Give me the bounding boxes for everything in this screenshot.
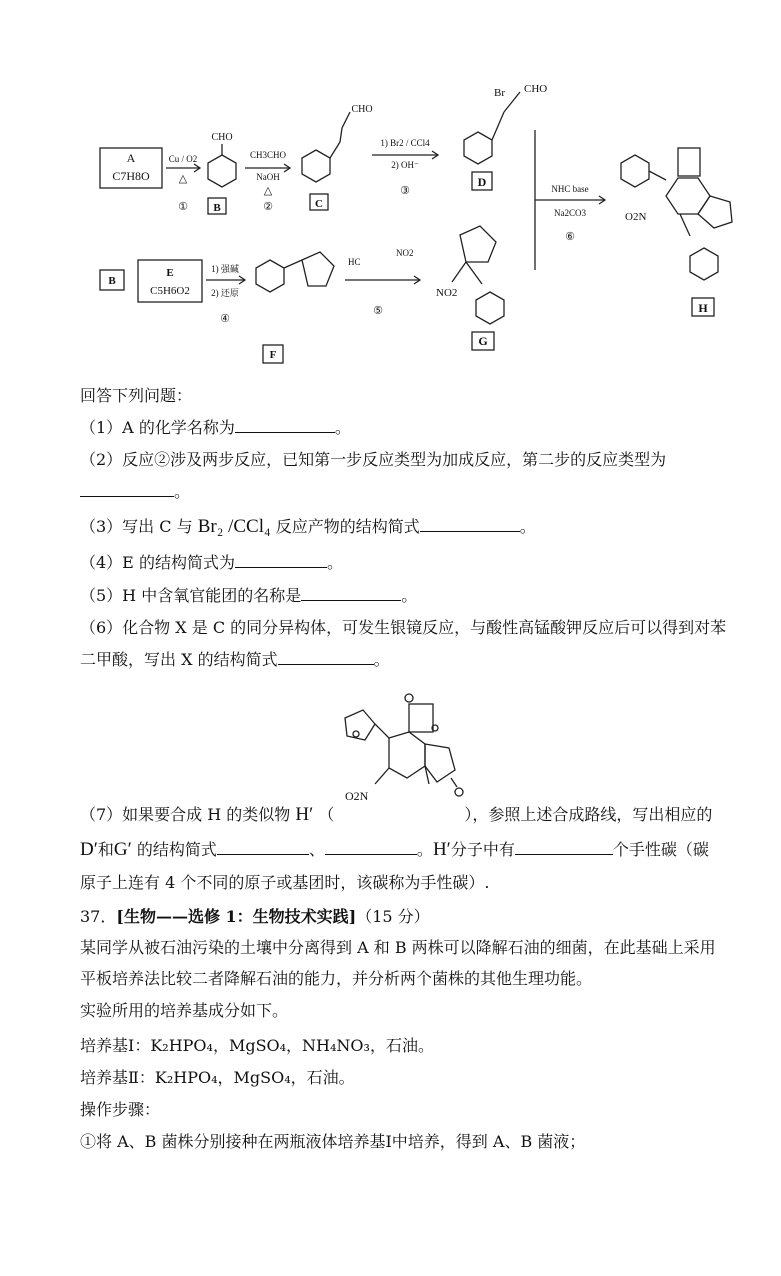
question-1-text: （1）A 的化学名称为: [80, 418, 235, 437]
question-7-line1: [80, 804, 712, 826]
answer-blank: [420, 517, 520, 532]
section-37-p1-line2: 平板培养法比较二者降解石油的能力，并分析两个菌株的其他生理功能。: [80, 969, 593, 988]
step2-reagent-top: CH3CHO: [249, 150, 287, 160]
compound-c-label: C: [315, 198, 323, 210]
answer-blank: [301, 586, 401, 601]
section-37-title: [生物——选修 1：生物技术实践]: [116, 907, 357, 926]
compound-f-label: F: [269, 349, 277, 361]
question-3-formula: Br₂ /CCl₄: [197, 516, 271, 537]
compound-h-no2: O2N: [625, 211, 647, 223]
step1-reagent-top: Cu / O2: [168, 154, 198, 164]
step1-reagent-bottom: △: [178, 173, 188, 185]
section-37-steps-label: 操作步骤：: [80, 1100, 161, 1119]
question-7-dprime: D′: [80, 839, 98, 860]
step3-reagent-top: 1) Br2 / CCl4: [380, 138, 430, 148]
question-2-end: 。: [174, 482, 191, 501]
question-7-text: （7）如果要合成 H 的类似物: [80, 805, 291, 824]
question-7-e: 个手性碳（碳: [612, 840, 709, 859]
step3-number: ③: [400, 185, 410, 197]
section-37-medium-1: 培养基Ⅰ：K₂HPO₄，MgSO₄，NH₄NO₃，石油。: [80, 1036, 434, 1055]
compound-d-cho: CHO: [524, 83, 548, 95]
question-7-gprime: G′: [113, 839, 132, 860]
question-2-line1: （2）反应②涉及两步反应，已知第一步反应类型为加成反应，第二步的反应类型为: [80, 450, 667, 469]
nitro-reagent-hc: HC: [348, 257, 361, 267]
step1-number: ①: [178, 201, 188, 213]
question-4: [80, 552, 343, 574]
compound-d-label: D: [477, 175, 487, 189]
question-5: [80, 585, 417, 607]
question-6-line1: （6）化合物 X 是 C 的同分异构体，可发生银镜反应，与酸性高锰酸钾反应后可以得到对苯: [80, 618, 727, 637]
question-7-hprime2: H′: [432, 839, 451, 860]
answer-blank: [325, 840, 417, 855]
h-prime-structure: [325, 688, 485, 818]
intro-line: 回答下列问题：: [80, 386, 193, 405]
compound-b2-label: B: [108, 275, 116, 287]
section-37-medium-2: 培养基Ⅱ：K₂HPO₄，MgSO₄，石油。: [80, 1068, 355, 1087]
step6-number: ⑥: [565, 231, 575, 243]
step5-number: ⑤: [373, 305, 383, 317]
answer-blank: [217, 840, 309, 855]
synthesis-scheme: [80, 60, 760, 380]
question-7-paren-close: ），参照上述合成路线，写出相应的: [464, 805, 713, 824]
question-4-text: （4）E 的结构简式为: [80, 553, 235, 572]
answer-blank: [515, 840, 613, 855]
compound-b-label: B: [213, 202, 221, 214]
question-5-end: 。: [401, 586, 418, 605]
compound-g-no2: NO2: [436, 287, 458, 299]
question-4-end: 。: [326, 553, 343, 572]
question-6-text: 二甲酸，写出 X 的结构简式: [80, 650, 278, 669]
section-37-p1-line1: 某同学从被石油污染的土壤中分离得到 A 和 B 两株可以降解石油的细菌，在此基础上采用: [80, 938, 716, 957]
step2-reagent-mid: NaOH: [256, 172, 280, 182]
step2-number: ②: [263, 201, 273, 213]
step4-reagent-bottom: 2) 还原: [211, 288, 239, 298]
compound-a-formula: C7H8O: [112, 169, 150, 183]
answer-blank: [278, 650, 374, 665]
answer-blank: [80, 482, 174, 497]
question-3-text-b: 反应产物的结构简式: [275, 517, 420, 536]
h-prime-no2: O2N: [345, 789, 369, 803]
question-7-hprime: H′: [295, 804, 314, 825]
compound-e-label: E: [166, 267, 174, 279]
section-37-step-1: ①将 A、B 菌株分别接种在两瓶液体培养基Ⅰ中培养，得到 A、B 菌液；: [80, 1132, 586, 1151]
compound-d-br: Br: [494, 87, 505, 99]
question-6-line2: [80, 649, 390, 671]
compound-c-cho: CHO: [351, 104, 373, 115]
question-7-text-b: 的结构简式: [136, 840, 217, 859]
nitro-reagent-no2: NO2: [396, 248, 414, 258]
question-5-text: （5）H 中含氧官能团的名称是: [80, 586, 302, 605]
compound-f-structure: [256, 252, 334, 292]
question-1: [80, 417, 351, 439]
step6-reagent-top: NHC base: [551, 184, 589, 194]
section-37-p2: 实验所用的培养基成分如下。: [80, 1001, 289, 1020]
question-2-line2: [80, 481, 190, 503]
question-3: [80, 516, 536, 538]
step2-reagent-bottom: △: [263, 185, 273, 197]
question-7-d2: 分子中有: [450, 840, 515, 859]
compound-c-structure: [302, 112, 350, 182]
compound-b-structure: [208, 144, 236, 187]
compound-g-label: G: [478, 334, 488, 348]
question-6-end: 。: [373, 650, 390, 669]
section-37-score: （15 分）: [356, 907, 430, 926]
step4-number: ④: [220, 313, 230, 325]
question-1-end: 。: [334, 418, 351, 437]
question-7-paren-open: （: [318, 805, 335, 824]
answer-blank: [235, 418, 335, 433]
question-7-sep: 、: [308, 840, 325, 859]
compound-b-cho: CHO: [211, 132, 233, 143]
compound-d-structure: [464, 92, 520, 164]
compound-a-label: A: [126, 151, 136, 165]
step6-reagent-bottom: Na2CO3: [554, 208, 586, 218]
compound-g-structure: [452, 226, 504, 324]
compound-e-formula: C5H6O2: [150, 285, 190, 297]
question-7-and: 和: [97, 840, 114, 859]
question-3-text: （3）写出 C 与: [80, 517, 193, 536]
answer-blank: [235, 553, 327, 568]
question-7-line3: 原子上连有 4 个不同的原子或基团时，该碳称为手性碳）.: [80, 873, 490, 892]
question-3-end: 。: [519, 517, 536, 536]
section-37-number: 37．: [80, 907, 117, 926]
question-7-c: 。: [416, 840, 433, 859]
section-37-heading: [80, 906, 430, 928]
compound-h-label: H: [698, 301, 708, 315]
question-7-line2: [80, 839, 709, 861]
step4-reagent-top: 1) 强碱: [211, 264, 239, 274]
step3-reagent-bottom: 2) OH⁻: [391, 160, 419, 170]
